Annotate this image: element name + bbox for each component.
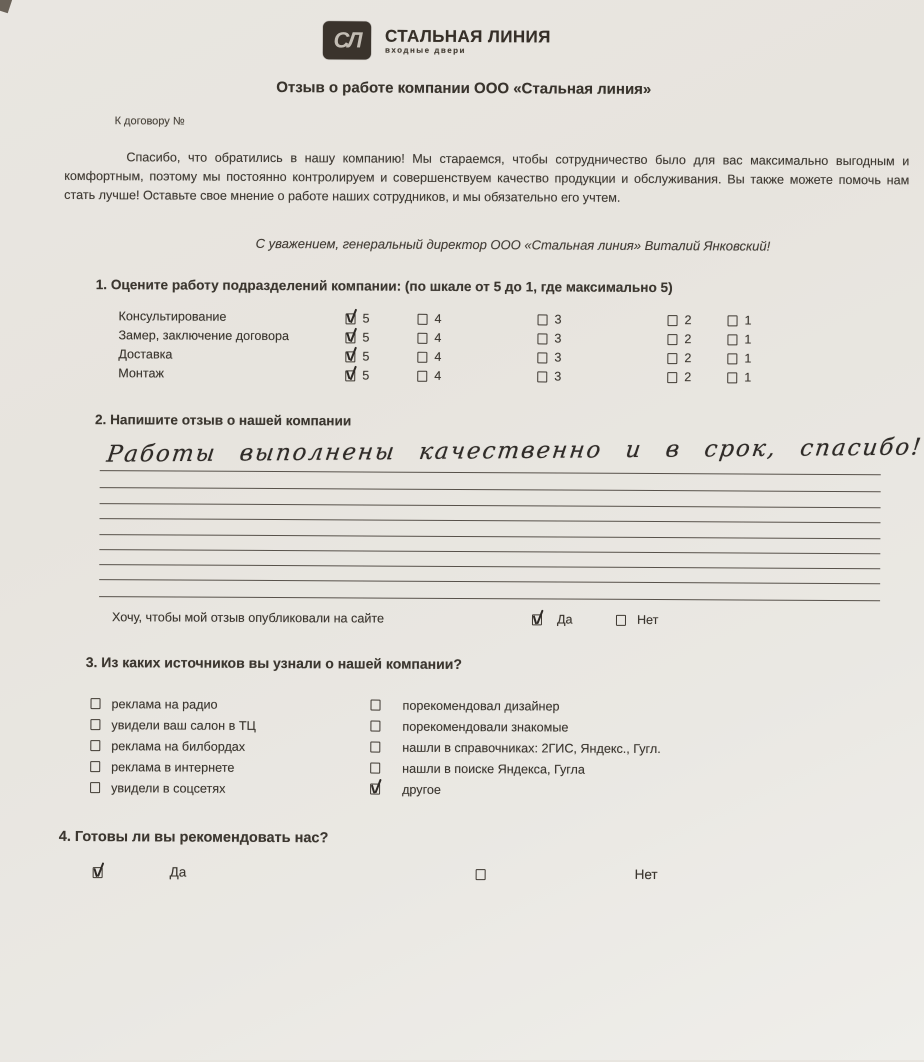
scale-number: 3 — [554, 312, 562, 327]
rating-cell — [418, 312, 442, 326]
source-option-friends — [370, 720, 568, 735]
ruled-line — [100, 487, 881, 492]
source-option-label: реклама на радио — [111, 697, 218, 712]
rating-cell — [537, 331, 561, 345]
checkbox-delivery-4 — [417, 351, 427, 362]
checkbox-source-search — [370, 763, 380, 774]
checkbox-measuring-5 — [345, 332, 355, 343]
checkbox-measuring-3 — [537, 333, 547, 344]
rating-row-label: Доставка — [118, 347, 173, 362]
checkbox-delivery-5 — [345, 351, 355, 362]
logo-monogram: СЛ — [333, 27, 361, 53]
checkbox-source-internet — [90, 761, 100, 772]
source-option-directories — [370, 741, 661, 757]
checkbox-consulting-2 — [668, 315, 678, 326]
checkbox-measuring-1 — [727, 334, 737, 345]
checkbox-source-radio — [91, 698, 101, 709]
checkbox-source-other — [370, 784, 380, 795]
source-option-label: порекомендовал дизайнер — [402, 698, 560, 714]
checkbox-measuring-4 — [417, 332, 427, 343]
source-option-radio — [90, 697, 217, 712]
rating-cell — [538, 312, 562, 326]
rating-cell — [668, 313, 692, 327]
handwritten-review-text: Работы выполнены качественно и в срок, спасибо! — [105, 434, 924, 468]
rating-cell — [345, 349, 369, 363]
source-option-designer — [370, 699, 559, 714]
checkbox-source-salon — [90, 719, 100, 730]
checkbox-delivery-1 — [727, 353, 737, 364]
source-option-label: реклама на билбордах — [111, 739, 246, 754]
scale-number: 4 — [434, 368, 442, 383]
ruled-line — [99, 549, 880, 554]
checkbox-recommend-no — [476, 869, 486, 880]
rating-row-label: Замер, заключение договора — [118, 328, 290, 344]
checkbox-installation-1 — [727, 372, 737, 383]
source-option-internet — [90, 760, 234, 775]
director-signature-line: С уважением, генеральный директор ООО «Стальная линия» Виталий Янковский! — [255, 235, 771, 254]
checkbox-measuring-2 — [667, 334, 677, 345]
checkbox-source-friends — [370, 721, 380, 732]
source-option-label: порекомендовали знакомые — [402, 719, 569, 735]
source-option-label: увидели ваш салон в ТЦ — [111, 718, 256, 733]
scale-number: 1 — [744, 332, 752, 347]
steel-line-logo-icon — [323, 21, 371, 59]
rating-row-installation — [118, 366, 798, 389]
source-option-other — [370, 783, 441, 797]
checkbox-installation-2 — [667, 372, 677, 383]
rating-row-label: Монтаж — [118, 366, 164, 381]
scale-number: 2 — [684, 332, 692, 347]
scale-number: 1 — [744, 313, 752, 328]
scale-number: 2 — [684, 313, 692, 328]
rating-cell — [667, 370, 691, 384]
scale-number: 2 — [684, 370, 692, 385]
publish-yes-label: Да — [556, 612, 573, 627]
scale-number: 5 — [362, 330, 370, 345]
form-title: Отзыв о работе компании ООО «Стальная линия» — [276, 79, 652, 98]
source-option-label: реклама в интернете — [111, 760, 235, 775]
scale-number: 2 — [684, 351, 692, 366]
contract-number-label: К договору № — [114, 115, 185, 128]
source-option-socials — [90, 781, 225, 796]
ruled-line — [99, 596, 880, 601]
checkbox-consulting-1 — [728, 315, 738, 326]
rating-cell — [537, 369, 561, 383]
intro-paragraph: Спасибо, что обратились в нашу компанию! Мы стараемся, чтобы сотрудничество было для вас максимально выгодным и комфортным, поэтому мы постоянно контролируем и совершенствуем качество продукции и обслуживания. Вы также можете помочь нам стать лучше! Оставьте свое мнение о работе наших сотрудников, и мы обязательно его учтем. — [64, 150, 910, 205]
scale-number: 5 — [362, 311, 370, 326]
scale-number: 3 — [554, 350, 562, 365]
recommend-yes-label: Да — [169, 864, 187, 880]
checkbox-installation-4 — [417, 370, 427, 381]
scale-number: 1 — [744, 370, 752, 385]
source-option-label: другое — [402, 782, 441, 797]
checkbox-source-designer — [370, 700, 380, 711]
rating-cell — [727, 332, 751, 346]
rating-row-label: Консультирование — [118, 309, 227, 324]
section4-heading: 4. Готовы ли вы рекомендовать нас? — [58, 828, 329, 847]
rating-cell — [417, 331, 441, 345]
brand-name: СТАЛЬНАЯ ЛИНИЯ — [384, 26, 551, 47]
section2-heading: 2. Напишите отзыв о нашей компании — [94, 412, 352, 429]
publish-question-label: Хочу, чтобы мой отзыв опубликовали на сайте — [111, 610, 385, 626]
checkbox-installation-3 — [537, 371, 547, 382]
rating-cell — [417, 369, 441, 383]
scale-number: 4 — [434, 311, 442, 326]
source-option-search — [370, 762, 585, 777]
ruled-line — [99, 534, 880, 539]
checkbox-consulting-3 — [538, 314, 548, 325]
rating-cell — [537, 350, 561, 364]
ruled-line — [100, 470, 881, 475]
scale-number: 4 — [434, 330, 442, 345]
checkbox-publish-no — [616, 615, 626, 626]
ruled-line — [100, 503, 881, 508]
rating-cell — [346, 311, 370, 325]
checkbox-source-socials — [90, 782, 100, 793]
rating-cell — [345, 330, 369, 344]
rating-cell — [727, 351, 751, 365]
ruled-line — [99, 518, 880, 523]
section3-heading: 3. Из каких источников вы узнали о нашей компании? — [85, 654, 462, 673]
checkbox-source-directories — [370, 742, 380, 753]
checkbox-source-billboards — [90, 740, 100, 751]
rating-cell — [728, 313, 752, 327]
rating-cell — [345, 368, 369, 382]
logo-text — [385, 22, 551, 56]
checkbox-delivery-2 — [667, 353, 677, 364]
brand-tagline: входные двери — [384, 45, 466, 56]
paper-corner-shadow — [0, 0, 14, 13]
rating-cell — [727, 370, 751, 384]
company-logo — [323, 21, 551, 60]
publish-no-label: Нет — [636, 612, 659, 628]
source-option-label: увидели в соцсетях — [111, 781, 226, 796]
scale-number: 1 — [744, 351, 752, 366]
rating-cell — [417, 350, 441, 364]
checkbox-delivery-3 — [537, 352, 547, 363]
ruled-line — [99, 564, 880, 569]
scale-number: 5 — [362, 349, 370, 364]
checkbox-recommend-yes — [93, 867, 103, 878]
checkbox-consulting-5 — [346, 313, 356, 324]
scale-number: 4 — [434, 349, 442, 364]
source-option-salon — [90, 718, 256, 733]
scale-number: 5 — [362, 368, 370, 383]
checkbox-installation-5 — [345, 370, 355, 381]
rating-cell — [667, 332, 691, 346]
ruled-line — [99, 579, 880, 584]
source-option-label: нашли в справочниках: 2ГИС, Яндекс., Гугл. — [402, 740, 661, 757]
checkbox-publish-yes — [532, 614, 542, 625]
section1-heading: 1. Оцените работу подразделений компании: (по шкале от 5 до 1, где максимально 5) — [95, 277, 673, 296]
scale-number: 3 — [554, 331, 562, 346]
scale-number: 3 — [554, 369, 562, 384]
source-option-billboards — [90, 739, 245, 754]
recommend-no-label: Нет — [634, 866, 658, 883]
checkbox-consulting-4 — [418, 313, 428, 324]
source-option-label: нашли в поиске Яндекса, Гугла — [402, 761, 585, 777]
rating-table — [118, 309, 798, 389]
rating-cell — [667, 351, 691, 365]
